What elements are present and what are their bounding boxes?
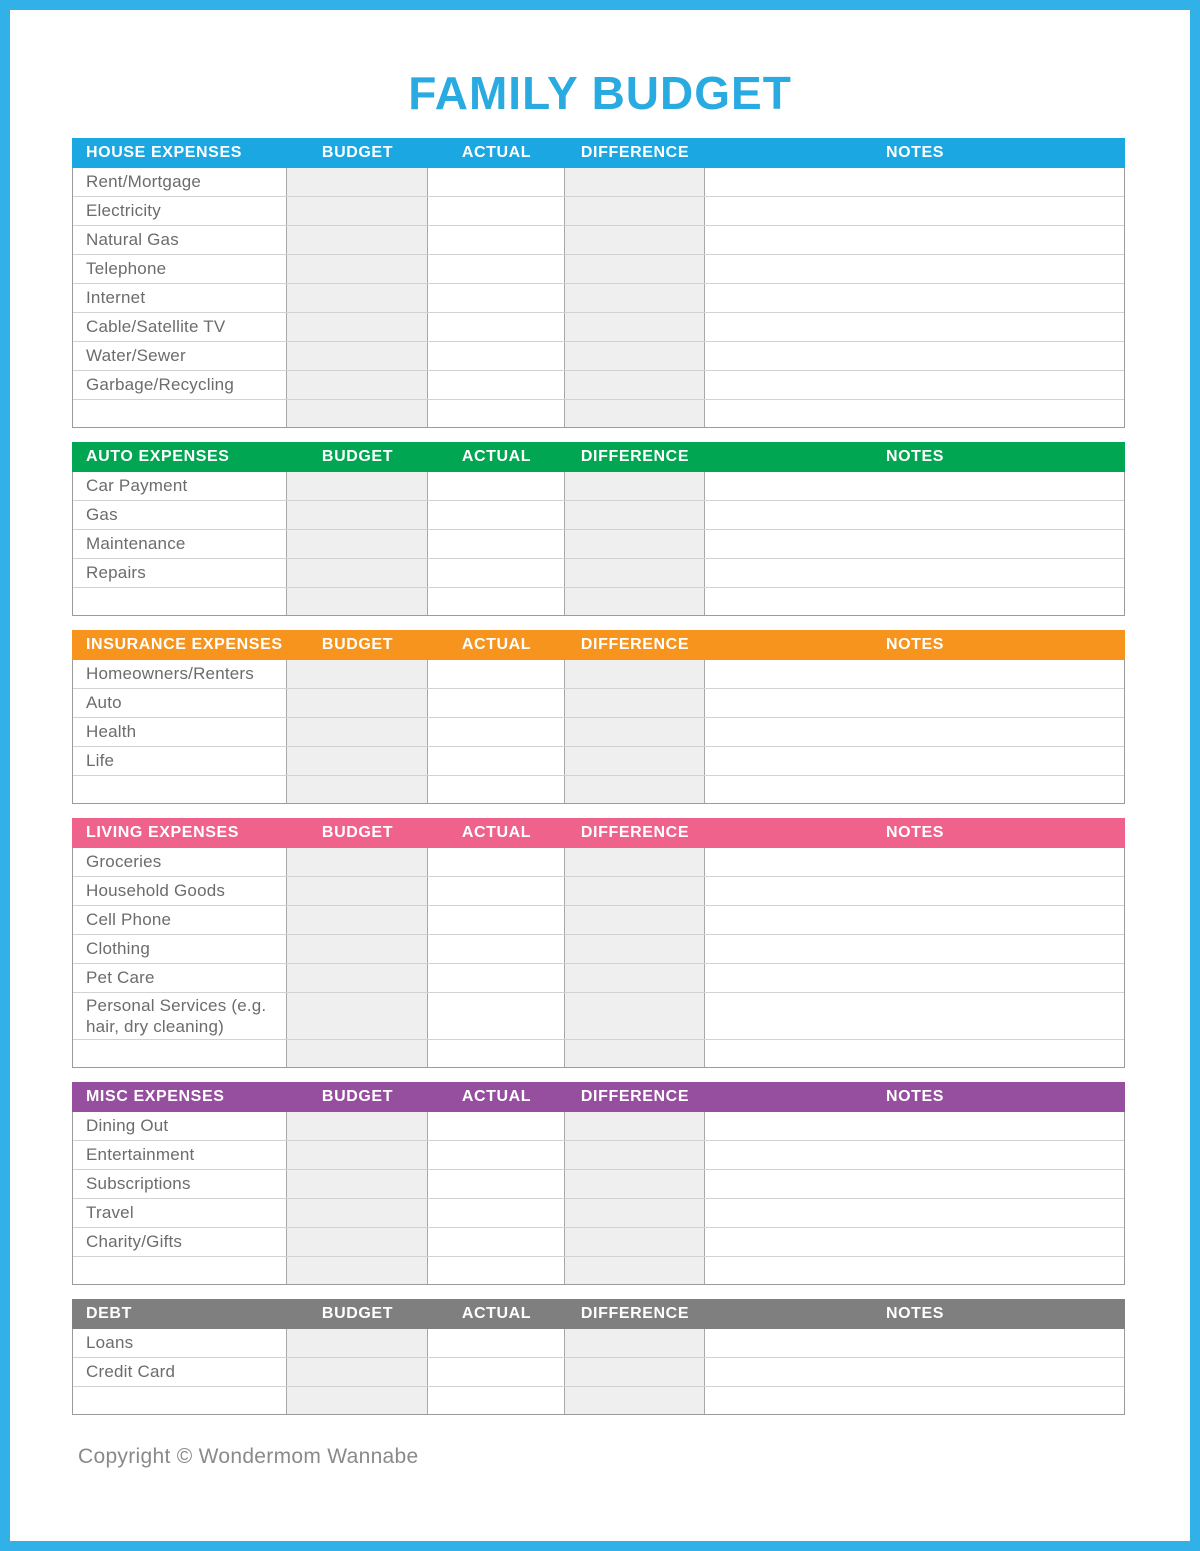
difference-cell	[565, 472, 705, 500]
difference-cell	[565, 1387, 705, 1414]
column-header-actual: ACTUAL	[461, 1304, 532, 1322]
row-telephone	[73, 255, 1124, 284]
column-header-notes: NOTES	[885, 635, 945, 653]
difference-cell	[565, 964, 705, 992]
difference-cell	[565, 747, 705, 775]
budget-cell	[287, 400, 428, 427]
row-garbage-recycling	[73, 371, 1124, 400]
row-homeowners-renters	[73, 660, 1124, 689]
section-living-expenses	[72, 818, 1125, 1068]
notes-cell	[705, 501, 1124, 529]
actual-cell	[428, 1387, 565, 1414]
notes-cell	[705, 993, 1124, 1039]
budget-cell	[287, 660, 428, 688]
actual-cell	[428, 776, 565, 803]
actual-cell	[428, 1358, 565, 1386]
notes-cell	[705, 1199, 1124, 1227]
notes-cell	[705, 660, 1124, 688]
notes-cell	[705, 197, 1124, 225]
actual-cell	[428, 255, 565, 283]
column-header-budget: BUDGET	[321, 143, 394, 161]
actual-cell	[428, 371, 565, 399]
difference-cell	[565, 689, 705, 717]
empty-row	[73, 1257, 1124, 1284]
row-label: Homeowners/Renters	[73, 660, 287, 688]
budget-cell	[287, 776, 428, 803]
budget-cell	[287, 501, 428, 529]
notes-cell	[705, 342, 1124, 370]
section-insurance-expenses	[72, 630, 1125, 804]
budget-cell	[287, 1257, 428, 1284]
page-title: FAMILY BUDGET	[408, 67, 792, 119]
row-label: Groceries	[73, 848, 287, 876]
section-title: DEBT	[86, 1304, 132, 1322]
section-body-auto-expenses	[72, 472, 1125, 616]
notes-cell	[705, 1170, 1124, 1198]
difference-cell	[565, 906, 705, 934]
column-header-notes: NOTES	[885, 447, 945, 465]
row-label: Loans	[73, 1329, 287, 1357]
notes-cell	[705, 935, 1124, 963]
row-label: Gas	[73, 501, 287, 529]
section-auto-expenses	[72, 442, 1125, 616]
section-title: AUTO EXPENSES	[86, 447, 230, 465]
sections-container	[72, 138, 1125, 1415]
row-label: Garbage/Recycling	[73, 371, 287, 399]
actual-cell	[428, 1228, 565, 1256]
section-header-living-expenses	[72, 818, 1125, 848]
empty-row	[73, 588, 1124, 615]
row-label: Household Goods	[73, 877, 287, 905]
budget-cell	[287, 342, 428, 370]
row-label	[73, 400, 287, 427]
section-body-living-expenses	[72, 848, 1125, 1068]
row-health	[73, 718, 1124, 747]
column-header-difference: DIFFERENCE	[580, 143, 690, 161]
actual-cell	[428, 197, 565, 225]
section-header-misc-expenses	[72, 1082, 1125, 1112]
row-label	[73, 776, 287, 803]
notes-cell	[705, 1358, 1124, 1386]
row-label: Repairs	[73, 559, 287, 587]
actual-cell	[428, 718, 565, 746]
budget-cell	[287, 530, 428, 558]
budget-cell	[287, 1358, 428, 1386]
row-household-goods	[73, 877, 1124, 906]
row-maintenance	[73, 530, 1124, 559]
row-label: Clothing	[73, 935, 287, 963]
actual-cell	[428, 1329, 565, 1357]
budget-cell	[287, 1170, 428, 1198]
row-label: Telephone	[73, 255, 287, 283]
difference-cell	[565, 776, 705, 803]
row-label: Dining Out	[73, 1112, 287, 1140]
actual-cell	[428, 1257, 565, 1284]
row-label: Cell Phone	[73, 906, 287, 934]
actual-cell	[428, 1199, 565, 1227]
notes-cell	[705, 371, 1124, 399]
row-car-payment	[73, 472, 1124, 501]
difference-cell	[565, 1141, 705, 1169]
actual-cell	[428, 964, 565, 992]
row-entertainment	[73, 1141, 1124, 1170]
budget-cell	[287, 284, 428, 312]
actual-cell	[428, 501, 565, 529]
row-label: Natural Gas	[73, 226, 287, 254]
difference-cell	[565, 530, 705, 558]
budget-cell	[287, 197, 428, 225]
difference-cell	[565, 1257, 705, 1284]
actual-cell	[428, 472, 565, 500]
budget-cell	[287, 588, 428, 615]
notes-cell	[705, 168, 1124, 196]
column-header-notes: NOTES	[885, 1087, 945, 1105]
difference-cell	[565, 877, 705, 905]
difference-cell	[565, 993, 705, 1039]
row-label: Subscriptions	[73, 1170, 287, 1198]
difference-cell	[565, 342, 705, 370]
row-label	[73, 588, 287, 615]
row-groceries	[73, 848, 1124, 877]
budget-cell	[287, 1329, 428, 1357]
section-body-house-expenses	[72, 168, 1125, 428]
section-title: MISC EXPENSES	[86, 1087, 225, 1105]
budget-cell	[287, 313, 428, 341]
row-label: Auto	[73, 689, 287, 717]
row-label: Travel	[73, 1199, 287, 1227]
budget-cell	[287, 226, 428, 254]
column-header-difference: DIFFERENCE	[580, 447, 690, 465]
budget-cell	[287, 255, 428, 283]
notes-cell	[705, 284, 1124, 312]
difference-cell	[565, 313, 705, 341]
section-title: LIVING EXPENSES	[86, 823, 240, 841]
notes-cell	[705, 472, 1124, 500]
section-body-insurance-expenses	[72, 660, 1125, 804]
notes-cell	[705, 848, 1124, 876]
notes-cell	[705, 1112, 1124, 1140]
budget-cell	[287, 168, 428, 196]
difference-cell	[565, 284, 705, 312]
difference-cell	[565, 718, 705, 746]
budget-cell	[287, 848, 428, 876]
row-label: Life	[73, 747, 287, 775]
actual-cell	[428, 660, 565, 688]
difference-cell	[565, 197, 705, 225]
actual-cell	[428, 993, 565, 1039]
actual-cell	[428, 226, 565, 254]
column-header-actual: ACTUAL	[461, 143, 532, 161]
row-label	[73, 1387, 287, 1414]
notes-cell	[705, 1257, 1124, 1284]
column-header-budget: BUDGET	[321, 1304, 394, 1322]
row-rent-mortgage	[73, 168, 1124, 197]
column-header-difference: DIFFERENCE	[580, 1304, 690, 1322]
budget-cell	[287, 877, 428, 905]
column-header-budget: BUDGET	[321, 823, 394, 841]
copyright-text: Copyright © Wondermom Wannabe	[78, 1444, 419, 1468]
notes-cell	[705, 226, 1124, 254]
actual-cell	[428, 313, 565, 341]
notes-cell	[705, 689, 1124, 717]
row-label: Rent/Mortgage	[73, 168, 287, 196]
actual-cell	[428, 906, 565, 934]
actual-cell	[428, 284, 565, 312]
difference-cell	[565, 660, 705, 688]
row-dining-out	[73, 1112, 1124, 1141]
budget-cell	[287, 1112, 428, 1140]
budget-cell	[287, 747, 428, 775]
notes-cell	[705, 530, 1124, 558]
actual-cell	[428, 689, 565, 717]
budget-cell	[287, 1040, 428, 1067]
column-header-budget: BUDGET	[321, 447, 394, 465]
notes-cell	[705, 1141, 1124, 1169]
row-label: Personal Services (e.g. hair, dry cleaning)	[73, 993, 287, 1039]
row-natural-gas	[73, 226, 1124, 255]
section-house-expenses	[72, 138, 1125, 428]
row-loans	[73, 1329, 1124, 1358]
notes-cell	[705, 255, 1124, 283]
section-misc-expenses	[72, 1082, 1125, 1285]
difference-cell	[565, 559, 705, 587]
notes-cell	[705, 1228, 1124, 1256]
actual-cell	[428, 1170, 565, 1198]
section-header-auto-expenses	[72, 442, 1125, 472]
column-header-notes: NOTES	[885, 1304, 945, 1322]
empty-row	[73, 1387, 1124, 1414]
row-auto	[73, 689, 1124, 718]
empty-row	[73, 1040, 1124, 1067]
column-header-difference: DIFFERENCE	[580, 1087, 690, 1105]
budget-cell	[287, 559, 428, 587]
section-header-insurance-expenses	[72, 630, 1125, 660]
actual-cell	[428, 747, 565, 775]
notes-cell	[705, 964, 1124, 992]
column-header-budget: BUDGET	[321, 1087, 394, 1105]
actual-cell	[428, 530, 565, 558]
section-debt	[72, 1299, 1125, 1415]
row-label: Maintenance	[73, 530, 287, 558]
notes-cell	[705, 877, 1124, 905]
budget-cell	[287, 371, 428, 399]
difference-cell	[565, 1170, 705, 1198]
difference-cell	[565, 1358, 705, 1386]
budget-cell	[287, 993, 428, 1039]
difference-cell	[565, 226, 705, 254]
actual-cell	[428, 1040, 565, 1067]
row-label: Health	[73, 718, 287, 746]
notes-cell	[705, 559, 1124, 587]
empty-row	[73, 400, 1124, 427]
difference-cell	[565, 1199, 705, 1227]
section-title: INSURANCE EXPENSES	[86, 635, 283, 653]
section-header-house-expenses	[72, 138, 1125, 168]
row-label: Water/Sewer	[73, 342, 287, 370]
section-body-debt	[72, 1329, 1125, 1415]
difference-cell	[565, 848, 705, 876]
budget-cell	[287, 718, 428, 746]
actual-cell	[428, 168, 565, 196]
row-electricity	[73, 197, 1124, 226]
notes-cell	[705, 313, 1124, 341]
budget-cell	[287, 1199, 428, 1227]
notes-cell	[705, 747, 1124, 775]
notes-cell	[705, 1387, 1124, 1414]
actual-cell	[428, 588, 565, 615]
row-label: Pet Care	[73, 964, 287, 992]
row-subscriptions	[73, 1170, 1124, 1199]
difference-cell	[565, 168, 705, 196]
section-body-misc-expenses	[72, 1112, 1125, 1285]
budget-cell	[287, 1228, 428, 1256]
row-label: Internet	[73, 284, 287, 312]
difference-cell	[565, 1112, 705, 1140]
row-label: Electricity	[73, 197, 287, 225]
section-header-debt	[72, 1299, 1125, 1329]
row-label	[73, 1040, 287, 1067]
budget-cell	[287, 1387, 428, 1414]
notes-cell	[705, 718, 1124, 746]
notes-cell	[705, 400, 1124, 427]
budget-cell	[287, 964, 428, 992]
column-header-difference: DIFFERENCE	[580, 635, 690, 653]
notes-cell	[705, 1040, 1124, 1067]
row-charity-gifts	[73, 1228, 1124, 1257]
notes-cell	[705, 588, 1124, 615]
row-repairs	[73, 559, 1124, 588]
row-clothing	[73, 935, 1124, 964]
row-label	[73, 1257, 287, 1284]
column-header-difference: DIFFERENCE	[580, 823, 690, 841]
row-label: Entertainment	[73, 1141, 287, 1169]
budget-cell	[287, 472, 428, 500]
budget-cell	[287, 689, 428, 717]
row-cable-satellite-tv	[73, 313, 1124, 342]
row-water-sewer	[73, 342, 1124, 371]
budget-cell	[287, 906, 428, 934]
actual-cell	[428, 877, 565, 905]
row-cell-phone	[73, 906, 1124, 935]
difference-cell	[565, 400, 705, 427]
difference-cell	[565, 1040, 705, 1067]
actual-cell	[428, 1141, 565, 1169]
row-life	[73, 747, 1124, 776]
actual-cell	[428, 342, 565, 370]
difference-cell	[565, 935, 705, 963]
difference-cell	[565, 1329, 705, 1357]
difference-cell	[565, 255, 705, 283]
column-header-actual: ACTUAL	[461, 823, 532, 841]
actual-cell	[428, 400, 565, 427]
actual-cell	[428, 935, 565, 963]
row-pet-care	[73, 964, 1124, 993]
difference-cell	[565, 501, 705, 529]
difference-cell	[565, 588, 705, 615]
actual-cell	[428, 1112, 565, 1140]
notes-cell	[705, 906, 1124, 934]
empty-row	[73, 776, 1124, 803]
column-header-actual: ACTUAL	[461, 1087, 532, 1105]
column-header-budget: BUDGET	[321, 635, 394, 653]
section-title: HOUSE EXPENSES	[86, 143, 243, 161]
difference-cell	[565, 1228, 705, 1256]
row-internet	[73, 284, 1124, 313]
row-gas	[73, 501, 1124, 530]
column-header-actual: ACTUAL	[461, 447, 532, 465]
row-credit-card	[73, 1358, 1124, 1387]
column-header-actual: ACTUAL	[461, 635, 532, 653]
notes-cell	[705, 776, 1124, 803]
row-label: Charity/Gifts	[73, 1228, 287, 1256]
actual-cell	[428, 848, 565, 876]
actual-cell	[428, 559, 565, 587]
column-header-notes: NOTES	[885, 823, 945, 841]
difference-cell	[565, 371, 705, 399]
column-header-notes: NOTES	[885, 143, 945, 161]
row-personal-services-e-g-hair-dry-cleaning	[73, 993, 1124, 1040]
budget-cell	[287, 1141, 428, 1169]
budget-cell	[287, 935, 428, 963]
row-label: Credit Card	[73, 1358, 287, 1386]
row-label: Cable/Satellite TV	[73, 313, 287, 341]
row-label: Car Payment	[73, 472, 287, 500]
notes-cell	[705, 1329, 1124, 1357]
row-travel	[73, 1199, 1124, 1228]
